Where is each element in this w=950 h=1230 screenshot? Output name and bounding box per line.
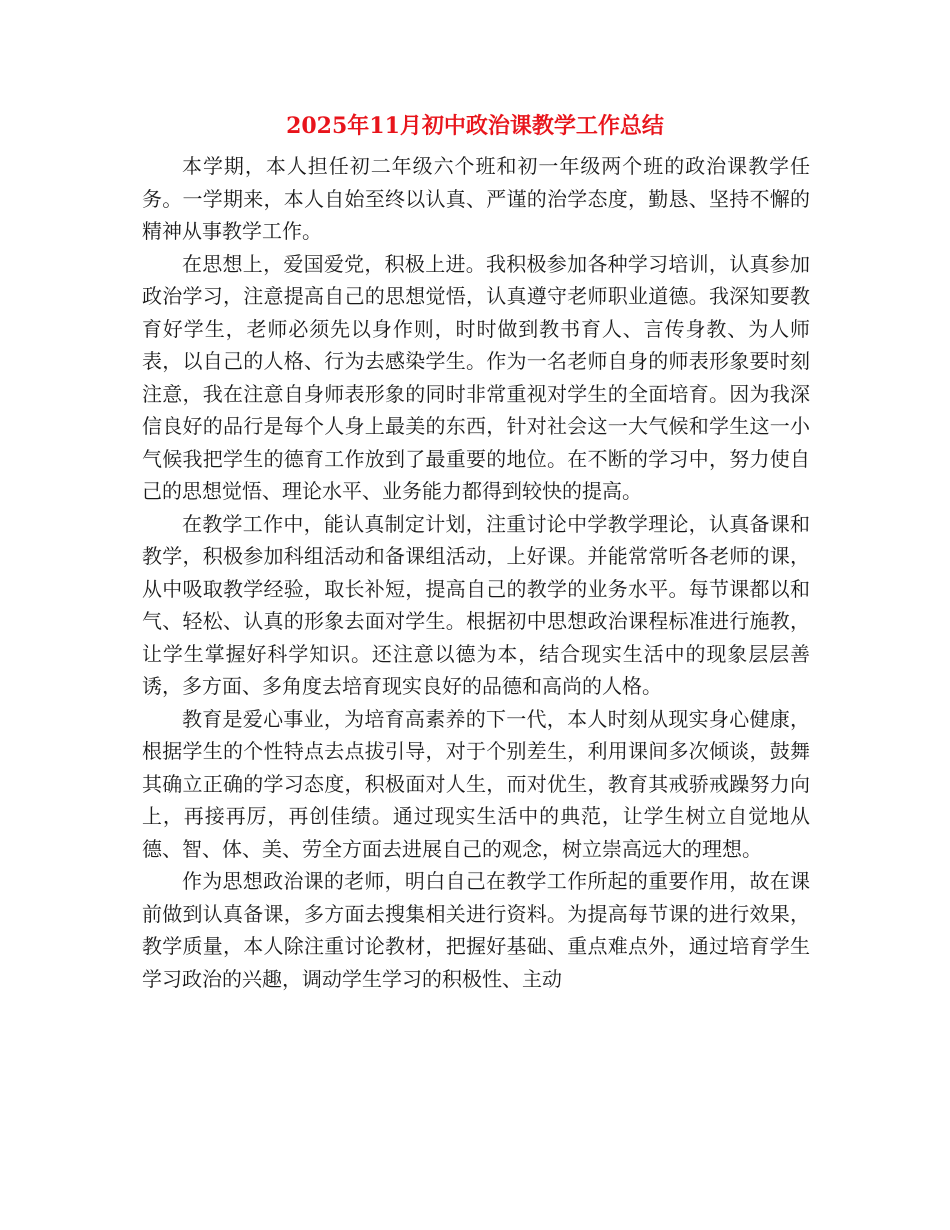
paragraph-education: 教育是爱心事业，为培育高素养的下一代，本人时刻从现实身心健康，根据学生的个性特点去点拔引导，对于个别差生，利用课间多次倾谈，鼓舞其确立正确的学习态度，积极面对人生，而对优生，教育其戒骄戒躁努力向上，再接再厉，再创佳绩。通过现实生活中的典范，让学生树立自觉地从德、智、体、美、劳全方面去进展自己的观念，树立崇高远大的理想。 [142,706,810,861]
document-title: 2025年11月初中政治课教学工作总结 [286,113,664,139]
paragraph-intro: 本学期，本人担任初二年级六个班和初一年级两个班的政治课教学任务。一学期来，本人自始至终以认真、严谨的治学态度，勤恳、坚持不懈的精神从事教学工作。 [142,154,810,243]
document-body [142,150,810,995]
paragraph-teaching: 在教学工作中，能认真制定计划，注重讨论中学教学理论，认真备课和教学，积极参加科组活动和备课组活动，上好课。并能常常听各老师的课，从中吸取教学经验，取长补短，提高自己的教学的业务水平。每节课都以和气、轻松、认真的形象去面对学生。根据初中思想政治课程标准进行施教，让学生掌握好科学知识。还注意以德为本，结合现实生活中的现象层层善诱，多方面、多角度去培育现实良好的品德和高尚的人格。 [142,511,810,698]
paragraph-preparation: 作为思想政治课的老师，明白自己在教学工作所起的重要作用，故在课前做到认真备课，多方面去搜集相关进行资料。为提高每节课的进行效果，教学质量，本人除注重讨论教材，把握好基础、重点难点外，通过培育学生学习政治的兴趣，调动学生学习的积极性、主动 [142,869,810,991]
paragraph-ideology: 在思想上，爱国爱党，积极上进。我积极参加各种学习培训，认真参加政治学习，注意提高自己的思想觉悟，认真遵守老师职业道德。我深知要教育好学生，老师必须先以身作则，时时做到教书育人、言传身教、为人师表，以自己的人格、行为去感染学生。作为一名老师自身的师表形象要时刻注意，我在注意自身师表形象的同时非常重视对学生的全面培育。因为我深信良好的品行是每个人身上最美的东西，针对社会这一大气候和学生这一小气候我把学生的德育工作放到了最重要的地位。在不断的学习中，努力使自己的思想觉悟、理论水平、业务能力都得到较快的提高。 [142,251,810,503]
